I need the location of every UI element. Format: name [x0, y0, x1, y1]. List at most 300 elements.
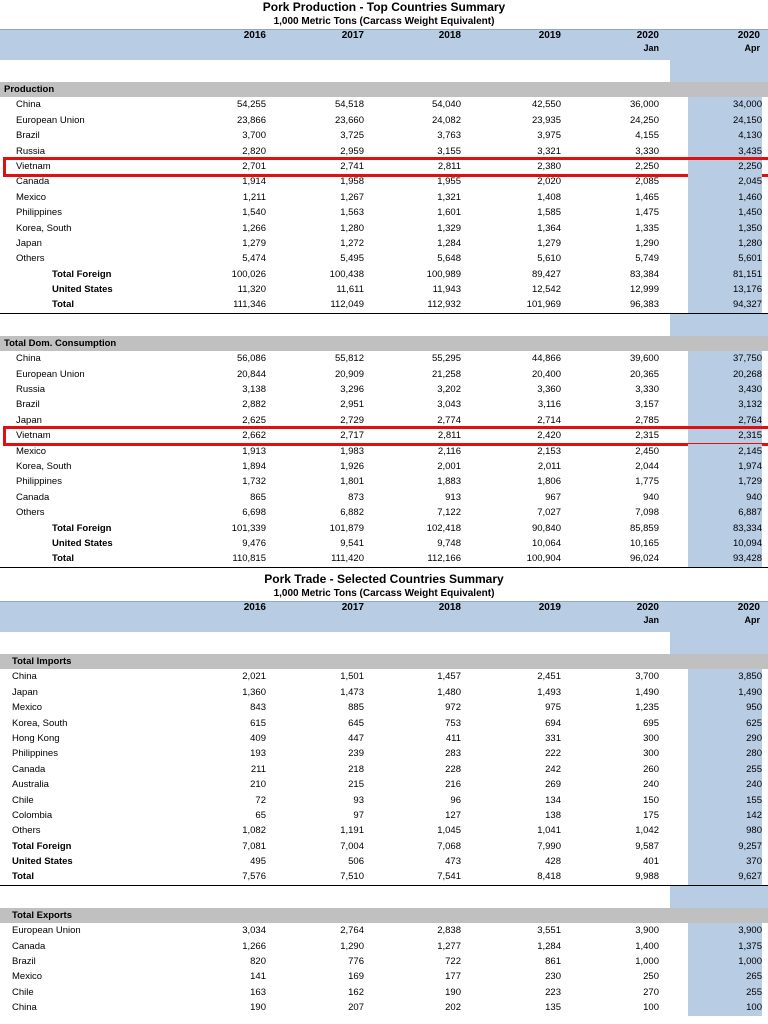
table-cell: 873 [348, 491, 364, 503]
table-cell: 5,749 [635, 253, 659, 265]
table-row [0, 97, 768, 112]
table-cell: 24,150 [688, 113, 762, 128]
column-header [314, 602, 364, 614]
table-cell: 820 [250, 956, 266, 968]
row-label: European Union [12, 925, 81, 937]
table-title: Pork Trade - Selected Countries Summary [264, 572, 504, 586]
table-cell: 1,041 [537, 825, 561, 837]
table-cell: 100,438 [329, 268, 364, 280]
row-label: Japan [16, 414, 42, 426]
table-cell: 506 [348, 856, 364, 868]
table-cell: 1,211 [242, 191, 266, 203]
table-cell: 1,955 [437, 176, 461, 188]
table-cell: 11,611 [336, 284, 364, 296]
table-cell: 5,474 [242, 253, 266, 265]
table-cell: 1,732 [242, 476, 266, 488]
table-cell: 239 [348, 748, 364, 760]
table-row [0, 808, 768, 823]
table-cell: 12,999 [629, 284, 659, 296]
column-header [609, 30, 659, 54]
table-cell: 3,763 [437, 130, 461, 142]
table-cell: 2,785 [635, 414, 659, 426]
table-cell: 1,460 [688, 190, 762, 205]
table-cell: 1,272 [340, 237, 364, 249]
table-cell: 112,049 [330, 299, 364, 311]
table-cell: 1,490 [688, 685, 762, 700]
table-cell: 625 [688, 716, 762, 731]
row-label: China [12, 1002, 37, 1014]
table-row [0, 236, 768, 251]
table-cell: 20,909 [334, 368, 364, 380]
row-label: Others [12, 825, 41, 837]
column-header-row [0, 29, 768, 60]
table-cell: 7,510 [340, 871, 364, 883]
table-cell: 250 [643, 971, 659, 983]
table-cell: 1,914 [242, 176, 266, 188]
table-cell: 112,166 [427, 553, 461, 565]
row-label: Total Foreign [52, 268, 112, 280]
column-year: 2017 [341, 602, 364, 613]
row-label: Korea, South [12, 717, 68, 729]
table-cell: 215 [348, 779, 364, 791]
column-header [216, 602, 266, 614]
table-cell: 4,155 [635, 130, 659, 142]
table-cell: 1,501 [340, 671, 364, 683]
table-cell: 7,068 [437, 840, 461, 852]
table-cell: 447 [348, 732, 364, 744]
table-cell: 6,882 [340, 507, 364, 519]
table-row [0, 954, 768, 969]
section-label: Total Exports [12, 909, 72, 921]
column-header [609, 602, 659, 626]
column-year: 2016 [243, 30, 266, 41]
table-row [0, 159, 768, 174]
table-cell: 2,001 [437, 460, 461, 472]
table-cell: 3,900 [688, 923, 762, 938]
table-cell: 2,838 [437, 925, 461, 937]
total-row [0, 551, 768, 567]
table-cell: 2,021 [242, 671, 266, 683]
table-cell: 90,840 [531, 522, 561, 534]
table-cell: 3,296 [340, 384, 364, 396]
table-cell: 1,279 [537, 237, 561, 249]
table-cell: 950 [688, 700, 762, 715]
table-cell: 83,384 [629, 268, 659, 280]
table-row [0, 174, 768, 189]
table-cell: 1,000 [635, 956, 659, 968]
column-year: 2017 [341, 30, 364, 41]
row-label: Mexico [16, 191, 47, 203]
table-cell: 127 [445, 809, 461, 821]
table-cell: 5,495 [340, 253, 364, 265]
table-cell: 3,330 [635, 384, 659, 396]
section-label: Total Dom. Consumption [4, 337, 117, 349]
table-cell: 169 [348, 971, 364, 983]
table-cell: 23,660 [334, 114, 364, 126]
table-cell: 255 [688, 985, 762, 1000]
row-label: Total Foreign [52, 522, 112, 534]
table-row [0, 144, 768, 159]
table-cell: 300 [643, 732, 659, 744]
table-cell: 1,375 [688, 939, 762, 954]
table-cell: 141 [250, 971, 266, 983]
table-row [0, 490, 768, 505]
table-cell: 21,258 [431, 368, 461, 380]
table-cell: 210 [250, 779, 266, 791]
table-cell: 1,329 [437, 222, 461, 234]
table-cell: 9,257 [688, 839, 762, 854]
table-cell: 975 [545, 702, 561, 714]
table-cell: 9,627 [688, 869, 762, 884]
table-cell: 223 [545, 986, 561, 998]
table-cell: 2,764 [340, 925, 364, 937]
table-cell: 967 [545, 491, 561, 503]
table-cell: 2,714 [537, 414, 561, 426]
table-cell: 3,330 [635, 145, 659, 157]
row-label: Total Foreign [12, 840, 72, 852]
column-header [511, 602, 561, 614]
table-cell: 193 [250, 748, 266, 760]
row-label: United States [52, 537, 113, 549]
row-label: Mexico [12, 702, 43, 714]
table-cell: 1,400 [635, 940, 659, 952]
table-cell: 2,011 [537, 460, 561, 472]
table-cell: 65 [255, 809, 266, 821]
column-year: 2018 [438, 602, 461, 613]
table-cell: 96,383 [629, 299, 659, 311]
table-cell: 1,958 [340, 176, 364, 188]
table-row [0, 939, 768, 954]
row-label: Brazil [12, 956, 36, 968]
trade-table [0, 572, 768, 1016]
table-cell: 1,045 [437, 825, 461, 837]
table-cell: 300 [643, 748, 659, 760]
table-cell: 93 [353, 794, 364, 806]
table-row [0, 221, 768, 236]
table-cell: 1,493 [537, 686, 561, 698]
table-row [0, 428, 768, 443]
table-cell: 1,974 [688, 459, 762, 474]
table-cell: 54,255 [236, 99, 266, 111]
table-cell: 2,882 [242, 399, 266, 411]
table-cell: 34,000 [688, 97, 762, 112]
table-cell: 100 [688, 1000, 762, 1015]
table-cell: 9,541 [340, 537, 364, 549]
table-cell: 20,268 [688, 367, 762, 382]
table-cell: 1,280 [688, 236, 762, 251]
table-cell: 3,360 [537, 384, 561, 396]
section-header [0, 654, 768, 669]
table-cell: 102,418 [426, 522, 461, 534]
table-cell: 100,904 [526, 553, 561, 565]
table-cell: 972 [445, 702, 461, 714]
table-cell: 2,145 [688, 444, 762, 459]
table-cell: 1,457 [437, 671, 461, 683]
row-label: Brazil [16, 399, 40, 411]
table-row [0, 128, 768, 143]
table-cell: 7,098 [635, 507, 659, 519]
table-cell: 722 [445, 956, 461, 968]
table-cell: 2,701 [242, 160, 266, 172]
table-cell: 8,418 [537, 871, 561, 883]
table-cell: 1,266 [242, 222, 266, 234]
table-cell: 2,116 [437, 445, 461, 457]
table-cell: 10,064 [531, 537, 561, 549]
table-cell: 1,280 [340, 222, 364, 234]
table-row [0, 190, 768, 205]
table-cell: 23,935 [531, 114, 561, 126]
row-label: Japan [16, 237, 42, 249]
table-cell: 495 [250, 856, 266, 868]
table-cell: 428 [545, 856, 561, 868]
column-month: Apr [744, 43, 760, 53]
table-cell: 1,235 [635, 702, 659, 714]
table-cell: 615 [250, 717, 266, 729]
column-year: 2019 [538, 602, 561, 613]
table-cell: 331 [545, 732, 561, 744]
table-cell: 2,741 [340, 160, 364, 172]
table-row [0, 459, 768, 474]
column-header-row [0, 601, 768, 632]
row-label: European Union [16, 114, 85, 126]
table-cell: 12,542 [531, 284, 561, 296]
table-cell: 7,004 [340, 840, 364, 852]
table-cell: 270 [643, 986, 659, 998]
table-cell: 218 [348, 763, 364, 775]
row-label: Hong Kong [12, 732, 60, 744]
row-label: Colombia [12, 809, 53, 821]
table-row [0, 413, 768, 428]
table-cell: 112,932 [427, 299, 461, 311]
table-cell: 1,277 [437, 940, 461, 952]
table-cell: 2,951 [340, 399, 364, 411]
table-cell: 1,364 [537, 222, 561, 234]
table-cell: 110,815 [232, 553, 266, 565]
apr-band [670, 314, 768, 336]
table-cell: 2,811 [437, 160, 461, 172]
column-header [216, 30, 266, 42]
table-cell: 2,811 [437, 430, 461, 442]
column-header [710, 602, 760, 626]
table-cell: 2,717 [340, 430, 364, 442]
table-cell: 3,043 [437, 399, 461, 411]
table-cell: 230 [545, 971, 561, 983]
row-label: Philippines [16, 207, 62, 219]
table-cell: 3,321 [537, 145, 561, 157]
table-cell: 1,350 [688, 221, 762, 236]
table-cell: 1,806 [537, 476, 561, 488]
table-cell: 409 [250, 732, 266, 744]
section-label: Production [4, 84, 55, 95]
table-cell: 2,085 [635, 176, 659, 188]
table-row [0, 762, 768, 777]
table-cell: 1,321 [437, 191, 461, 203]
column-year: 2020 [636, 602, 659, 613]
row-label: Total [12, 871, 34, 883]
table-cell: 202 [445, 1002, 461, 1014]
table-row [0, 923, 768, 938]
table-cell: 269 [545, 779, 561, 791]
table-row [0, 351, 768, 366]
table-cell: 3,132 [688, 397, 762, 412]
total-row [0, 854, 768, 869]
table-cell: 694 [545, 717, 561, 729]
table-cell: 190 [445, 986, 461, 998]
table-cell: 2,625 [242, 414, 266, 426]
column-year: 2019 [538, 30, 561, 41]
table-cell: 2,729 [340, 414, 364, 426]
table-cell: 1,801 [340, 476, 364, 488]
row-label: Brazil [16, 130, 40, 142]
table-cell: 134 [545, 794, 561, 806]
table-cell: 2,959 [340, 145, 364, 157]
table-cell: 3,202 [437, 384, 461, 396]
table-cell: 2,420 [537, 430, 561, 442]
table-cell: 3,430 [688, 382, 762, 397]
table-cell: 3,034 [242, 925, 266, 937]
table-cell: 1,279 [242, 237, 266, 249]
section-spacer [0, 314, 768, 336]
table-cell: 1,465 [635, 191, 659, 203]
table-cell: 97 [353, 809, 364, 821]
table-cell: 7,541 [437, 871, 461, 883]
table-cell: 401 [643, 856, 659, 868]
table-cell: 885 [348, 702, 364, 714]
table-cell: 2,044 [635, 460, 659, 472]
table-cell: 3,725 [340, 130, 364, 142]
row-label: Canada [12, 763, 46, 775]
table-cell: 1,284 [437, 237, 461, 249]
table-row [0, 777, 768, 792]
table-cell: 2,153 [537, 445, 561, 457]
table-cell: 3,138 [242, 384, 266, 396]
table-cell: 645 [348, 717, 364, 729]
row-label: United States [52, 284, 113, 296]
row-label: Total [52, 299, 74, 311]
table-cell: 1,290 [340, 940, 364, 952]
table-cell: 85,859 [629, 522, 659, 534]
table-row [0, 823, 768, 838]
table-cell: 44,866 [531, 353, 561, 365]
section-header [0, 336, 768, 351]
table-cell: 940 [643, 491, 659, 503]
column-header [411, 30, 461, 42]
table-cell: 1,191 [340, 825, 364, 837]
table-cell: 39,600 [629, 353, 659, 365]
column-month: Jan [643, 43, 659, 53]
column-year: 2016 [243, 602, 266, 613]
table-cell: 1,475 [635, 207, 659, 219]
table-cell: 1,284 [537, 940, 561, 952]
table-cell: 2,820 [242, 145, 266, 157]
table-cell: 1,585 [537, 207, 561, 219]
table-cell: 175 [643, 809, 659, 821]
table-cell: 2,315 [688, 428, 762, 443]
table-cell: 20,400 [531, 368, 561, 380]
table-cell: 776 [348, 956, 364, 968]
table-cell: 5,648 [437, 253, 461, 265]
table-cell: 7,081 [242, 840, 266, 852]
section-spacer [0, 60, 768, 82]
row-label: Russia [16, 145, 46, 157]
table-cell: 1,883 [437, 476, 461, 488]
table-cell: 9,748 [437, 537, 461, 549]
table-row [0, 397, 768, 412]
apr-band [670, 632, 768, 654]
table-cell: 3,700 [635, 671, 659, 683]
table-cell: 54,518 [334, 99, 364, 111]
table-cell: 13,176 [688, 282, 762, 297]
table-cell: 37,750 [688, 351, 762, 366]
table-cell: 2,045 [688, 174, 762, 189]
table-cell: 2,250 [635, 160, 659, 172]
table-cell: 5,610 [537, 253, 561, 265]
table-cell: 42,550 [531, 99, 561, 111]
table-cell: 1,473 [340, 686, 364, 698]
table-cell: 1,266 [242, 940, 266, 952]
column-header [314, 30, 364, 42]
column-header [710, 30, 760, 54]
table-cell: 7,990 [537, 840, 561, 852]
table-row [0, 474, 768, 489]
row-label: Canada [12, 940, 46, 952]
section-header [0, 908, 768, 923]
table-cell: 100,989 [426, 268, 461, 280]
table-cell: 1,983 [340, 445, 364, 457]
row-label: Canada [16, 491, 50, 503]
row-label: Australia [12, 779, 49, 791]
row-label: Russia [16, 384, 46, 396]
table-cell: 11,320 [237, 284, 266, 296]
table-cell: 216 [445, 779, 461, 791]
table-row [0, 1000, 768, 1015]
column-month: Jan [643, 615, 659, 625]
table-cell: 23,866 [236, 114, 266, 126]
table-cell: 260 [643, 763, 659, 775]
table-row [0, 444, 768, 459]
table-cell: 3,116 [537, 399, 561, 411]
table-subtitle: 1,000 Metric Tons (Carcass Weight Equivalent) [273, 16, 495, 27]
table-cell: 1,480 [437, 686, 461, 698]
table-row [0, 731, 768, 746]
table-cell: 240 [688, 777, 762, 792]
table-cell: 370 [688, 854, 762, 869]
table-row [0, 505, 768, 520]
table-cell: 142 [688, 808, 762, 823]
table-cell: 2,774 [437, 414, 461, 426]
table-cell: 20,844 [236, 368, 266, 380]
table-cell: 190 [250, 1002, 266, 1014]
table-cell: 36,000 [629, 99, 659, 111]
table-row [0, 669, 768, 684]
table-cell: 9,587 [635, 840, 659, 852]
table-cell: 980 [688, 823, 762, 838]
table-cell: 1,540 [242, 207, 266, 219]
table-cell: 7,576 [242, 871, 266, 883]
table-cell: 695 [643, 717, 659, 729]
column-year: 2020 [636, 30, 659, 41]
table-cell: 3,700 [242, 130, 266, 142]
table-cell: 3,155 [437, 145, 461, 157]
table-cell: 56,086 [236, 353, 266, 365]
row-label: Canada [16, 176, 50, 188]
table-cell: 24,082 [431, 114, 461, 126]
table-cell: 1,267 [340, 191, 364, 203]
column-year: 2020 [737, 30, 760, 41]
table-cell: 100 [643, 1002, 659, 1014]
table-row [0, 113, 768, 128]
table-cell: 240 [643, 779, 659, 791]
